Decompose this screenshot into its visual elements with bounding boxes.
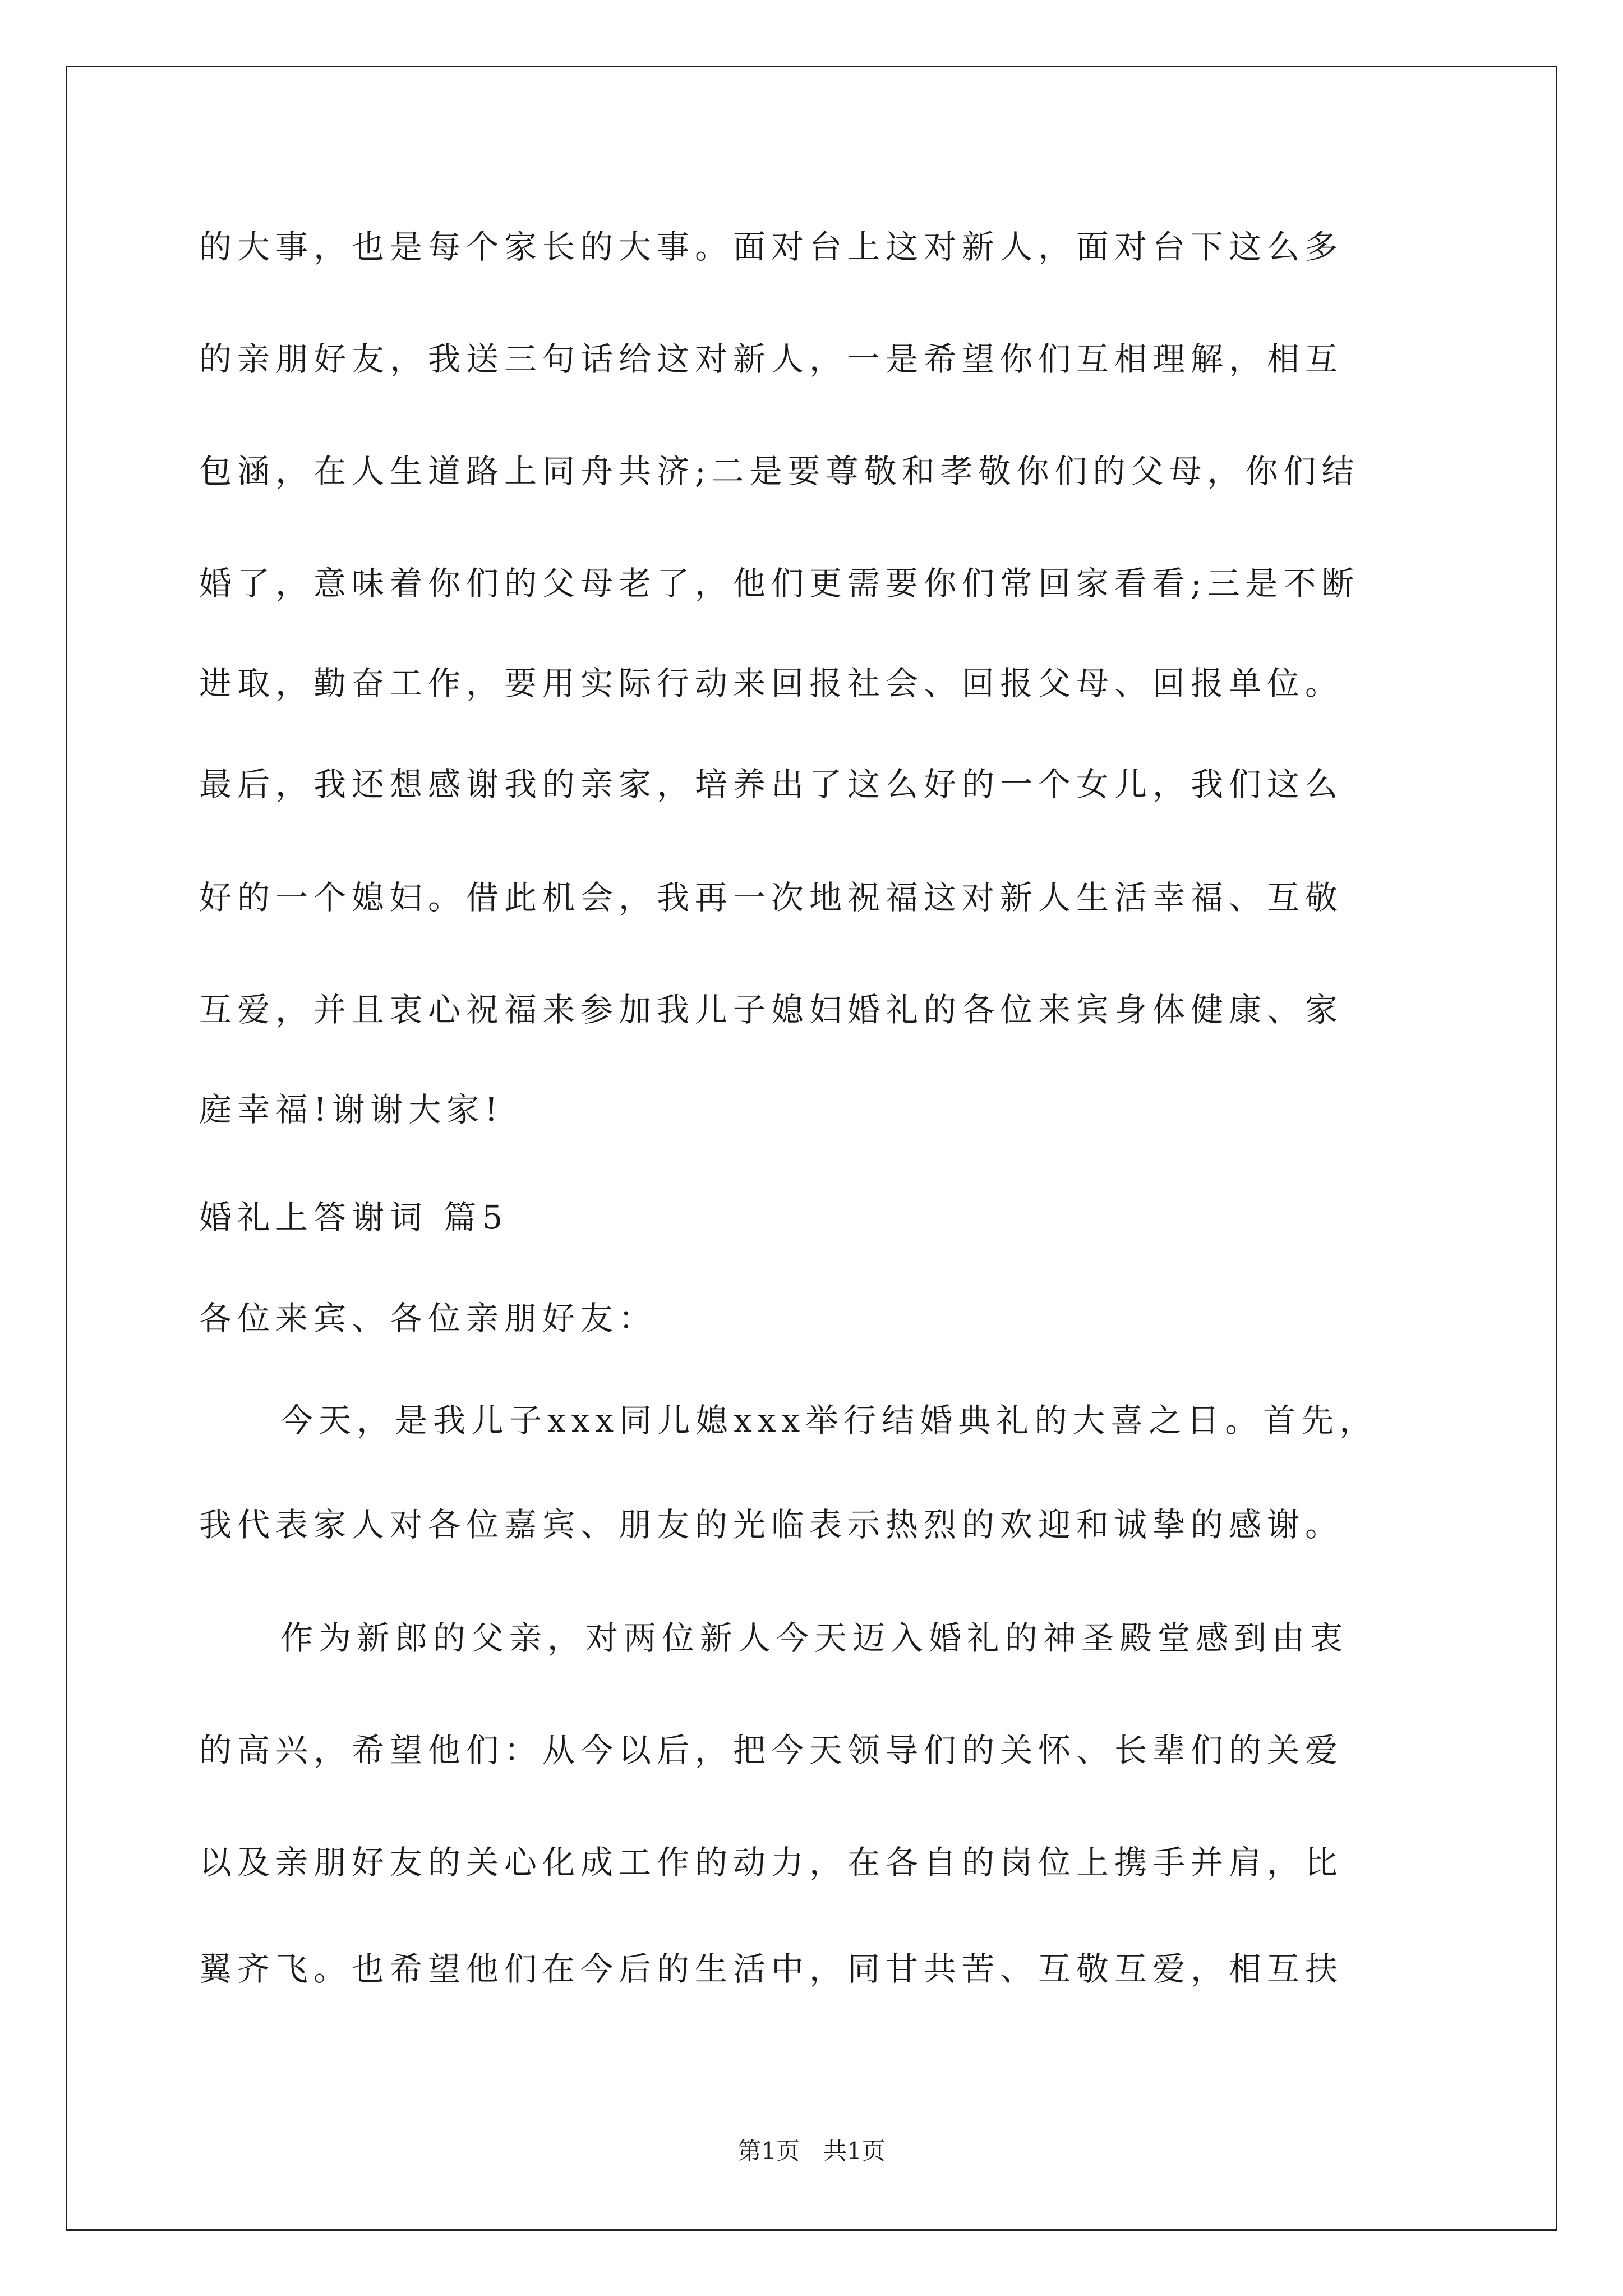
paragraph-line: 以及亲朋好友的关心化成工作的动力，在各自的岗位上携手并肩，比: [199, 1843, 1344, 1881]
paragraph-line: 互爱，并且衷心祝福来参加我儿子媳妇婚礼的各位来宾身体健康、家: [199, 991, 1344, 1029]
paragraph-line: 的大事，也是每个家长的大事。面对台上这对新人，面对台下这么多: [199, 228, 1344, 266]
paragraph-line: 我代表家人对各位嘉宾、朋友的光临表示热烈的欢迎和诚挚的感谢。: [199, 1506, 1344, 1544]
paragraph-line: 包涵，在人生道路上同舟共济;二是要尊敬和孝敬你们的父母，你们结: [199, 452, 1360, 490]
salutation: 各位来宾、各位亲朋好友：: [199, 1299, 657, 1337]
paragraph-line: 的高兴，希望他们：从今以后，把今天领导们的关怀、长辈们的关爱: [199, 1731, 1344, 1769]
paragraph-line: 最后，我还想感谢我的亲家，培养出了这么好的一个女儿，我们这么: [199, 765, 1344, 803]
paragraph-line: 作为新郎的父亲，对两位新人今天迈入婚礼的神圣殿堂感到由衷: [280, 1619, 1349, 1657]
page-border: [66, 66, 1557, 2231]
section-heading: 婚礼上答谢词 篇5: [199, 1198, 509, 1236]
paragraph-line: 婚了，意味着你们的父母老了，他们更需要你们常回家看看;三是不断: [199, 564, 1360, 602]
paragraph-line: 的亲朋好友，我送三句话给这对新人，一是希望你们互相理解，相互: [199, 340, 1344, 378]
paragraph-line: 今天，是我儿子xxx同儿媳xxx举行结婚典礼的大喜之日。首先，: [280, 1401, 1378, 1439]
paragraph-line: 庭幸福!谢谢大家!: [199, 1091, 504, 1129]
page-number: 第1页 共1页: [737, 2137, 886, 2165]
paragraph-line: 翼齐飞。也希望他们在今后的生活中，同甘共苦、互敬互爱，相互扶: [199, 1950, 1344, 1988]
paragraph-line: 进取，勤奋工作，要用实际行动来回报社会、回报父母、回报单位。: [199, 664, 1344, 702]
paragraph-line: 好的一个媳妇。借此机会，我再一次地祝福这对新人生活幸福、互敬: [199, 878, 1344, 917]
